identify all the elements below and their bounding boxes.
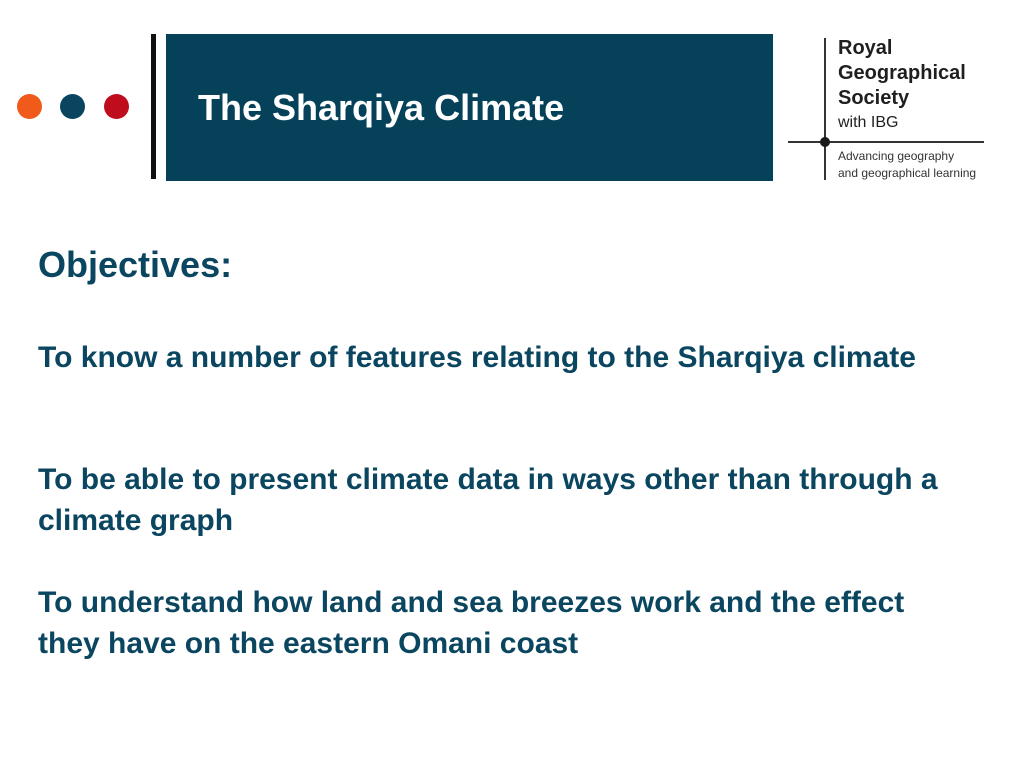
slide-title: The Sharqiya Climate [198, 87, 565, 128]
teal-dot-icon [60, 94, 85, 119]
logo-node-icon [820, 137, 830, 147]
logo-tagline-line: and geographical learning [838, 166, 977, 180]
title-band [166, 34, 773, 181]
objectives-heading: Objectives: [38, 244, 233, 285]
logo-tagline-line: Advancing geography [838, 149, 955, 163]
logo-horizontal-line [788, 141, 984, 143]
objective-item: To understand how land and sea breezes work and the effect they have on the eastern Omani coast [38, 586, 905, 660]
rgs-logo [786, 34, 1016, 184]
logo-name-line: Society [838, 87, 910, 109]
logo-name-line: Geographical [838, 62, 966, 84]
logo-with-ibg: with IBG [838, 114, 899, 131]
title-divider [151, 34, 156, 179]
objective-item: To be able to present climate data in ways other than through a climate graph [38, 463, 938, 537]
logo-name-line: Royal [838, 37, 893, 59]
objective-item: To know a number of features relating to the Sharqiya climate [38, 341, 916, 374]
red-dot-icon [104, 94, 129, 119]
logo-name [838, 36, 966, 111]
orange-dot-icon [17, 94, 42, 119]
logo-tagline [838, 148, 976, 182]
logo-vertical-line [824, 38, 826, 180]
